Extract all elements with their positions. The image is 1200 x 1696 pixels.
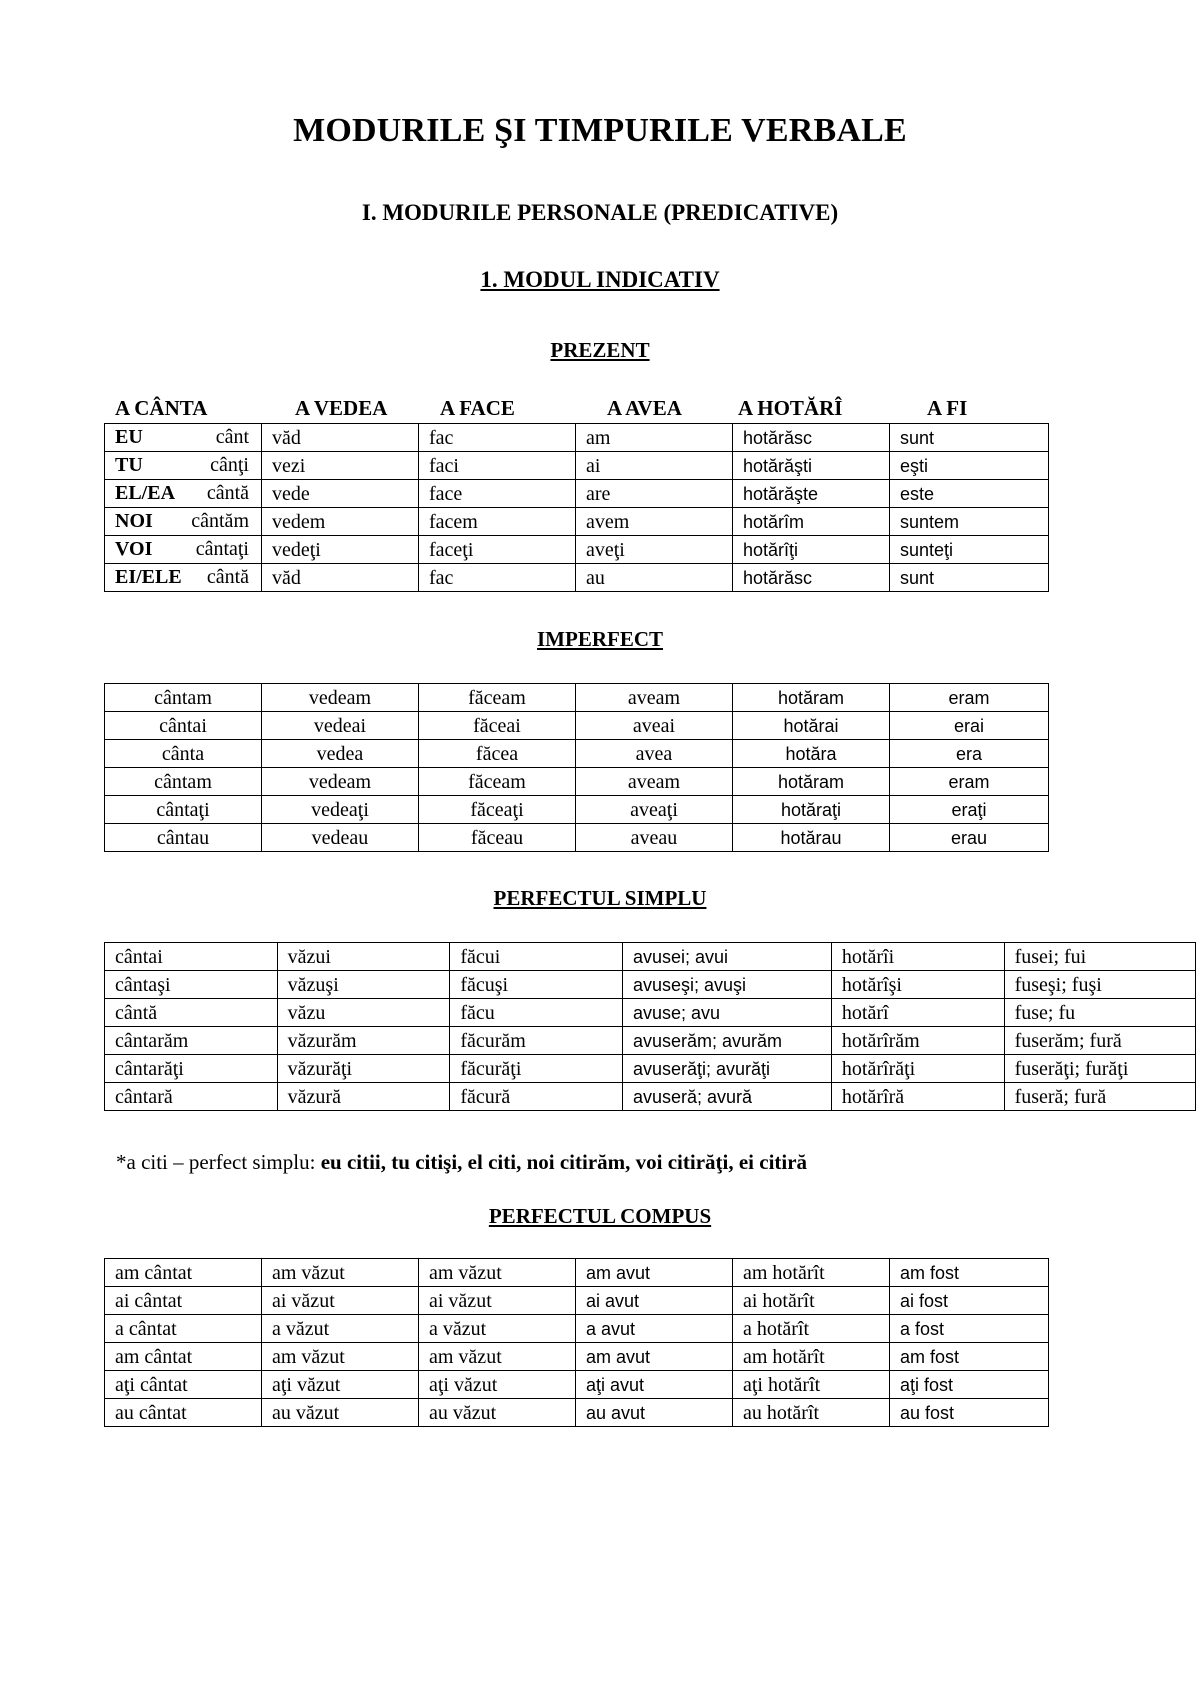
table-cell: eşti (890, 452, 1049, 480)
table-cell: aţi cântat (105, 1371, 262, 1399)
table-cell: au cântat (105, 1399, 262, 1427)
table-cell: erai (890, 712, 1049, 740)
pronoun: TU (115, 454, 143, 476)
table-cell: aţi fost (890, 1371, 1049, 1399)
table-cell: cântam (105, 768, 262, 796)
table-row (105, 796, 1049, 824)
table-cell: văzurăţi (277, 1055, 450, 1083)
table-cell: au fost (890, 1399, 1049, 1427)
pronoun: NOI (115, 510, 153, 532)
pronoun-cell (105, 424, 262, 452)
table-row (105, 536, 1049, 564)
table-cell: făcu (450, 999, 623, 1027)
table-cell: fuserăm; fură (1004, 1027, 1195, 1055)
table-row (105, 824, 1049, 852)
verb-form: cântăm (191, 510, 249, 532)
table-cell: ai fost (890, 1287, 1049, 1315)
table-row (105, 1055, 1196, 1083)
table-cell: cântarăţi (105, 1055, 278, 1083)
verb-header: A FACE (440, 396, 515, 420)
table-perfect-compus (104, 1258, 1049, 1427)
table-cell: sunteţi (890, 536, 1049, 564)
table-cell: aţi hotărît (733, 1371, 890, 1399)
verb-header: A VEDEA (295, 396, 388, 420)
table-row (105, 424, 1049, 452)
table-cell: hotărîră (831, 1083, 1004, 1111)
table-cell: hotărăsc (733, 424, 890, 452)
table-cell: avuserăţi; avurăţi (622, 1055, 831, 1083)
pronoun-cell (105, 564, 262, 592)
table-cell: aţi avut (576, 1371, 733, 1399)
table-cell: aveam (576, 684, 733, 712)
table-cell: a văzut (419, 1315, 576, 1343)
table-cell: a hotărît (733, 1315, 890, 1343)
table-cell: aţi văzut (419, 1371, 576, 1399)
table-row (105, 1027, 1196, 1055)
table-cell: a cântat (105, 1315, 262, 1343)
table-cell: avuseră; avură (622, 1083, 831, 1111)
table-cell: face (419, 480, 576, 508)
table-cell: vedeau (262, 824, 419, 852)
table-cell: cântai (105, 712, 262, 740)
table-cell: făceai (419, 712, 576, 740)
table-cell: are (576, 480, 733, 508)
table-cell: facem (419, 508, 576, 536)
table-row (105, 452, 1049, 480)
table-cell: vezi (262, 452, 419, 480)
table-cell: am avut (576, 1259, 733, 1287)
table-cell: hotăraţi (733, 796, 890, 824)
table-cell: hotărîrăţi (831, 1055, 1004, 1083)
section-title: I. MODURILE PERSONALE (PREDICATIVE) (361, 200, 839, 225)
table-cell: hotărîrăm (831, 1027, 1004, 1055)
table-cell: hotărîm (733, 508, 890, 536)
table-cell: eram (890, 684, 1049, 712)
table-cell: hotărai (733, 712, 890, 740)
table-row (105, 999, 1196, 1027)
table-cell: fuseşi; fuşi (1004, 971, 1195, 999)
table-cell: am cântat (105, 1259, 262, 1287)
table-cell: cântau (105, 824, 262, 852)
mode-title: 1. MODUL INDICATIV (480, 267, 720, 292)
table-cell: aveţi (576, 536, 733, 564)
table-cell: avem (576, 508, 733, 536)
table-cell: ai văzut (419, 1287, 576, 1315)
table-cell: am hotărît (733, 1259, 890, 1287)
table-cell: hotărăşti (733, 452, 890, 480)
table-cell: hotăram (733, 768, 890, 796)
table-cell: vedeţi (262, 536, 419, 564)
table-cell: ai avut (576, 1287, 733, 1315)
table-prezent (104, 423, 1049, 592)
table-cell: cântai (105, 943, 278, 971)
table-row (105, 1371, 1049, 1399)
table-cell: aveai (576, 712, 733, 740)
verb-header: A CÂNTA (115, 396, 208, 420)
table-cell: avuseşi; avuşi (622, 971, 831, 999)
table-cell: este (890, 480, 1049, 508)
pronoun: EU (115, 426, 143, 448)
table-cell: cântă (105, 999, 278, 1027)
table-cell: vede (262, 480, 419, 508)
table-row (105, 971, 1196, 999)
verb-header: A FI (927, 396, 968, 420)
table-row (105, 1399, 1049, 1427)
table-cell: au hotărît (733, 1399, 890, 1427)
table-cell: am văzut (262, 1259, 419, 1287)
table-cell: faci (419, 452, 576, 480)
table-cell: avea (576, 740, 733, 768)
table-cell: aveaţi (576, 796, 733, 824)
table-cell: am (576, 424, 733, 452)
table-cell: avusei; avui (622, 943, 831, 971)
table-cell: am hotărît (733, 1343, 890, 1371)
pronoun-cell (105, 536, 262, 564)
table-cell: au văzut (262, 1399, 419, 1427)
table-cell: eraţi (890, 796, 1049, 824)
table-cell: cântară (105, 1083, 278, 1111)
table-row (105, 480, 1049, 508)
table-cell: vedeai (262, 712, 419, 740)
table-row (105, 564, 1049, 592)
table-row (105, 1343, 1049, 1371)
table-cell: făcuşi (450, 971, 623, 999)
table-cell: am avut (576, 1343, 733, 1371)
heading-perfect-compus: PERFECTUL COMPUS (488, 1204, 712, 1228)
table-cell: cântaşi (105, 971, 278, 999)
table-cell: sunt (890, 424, 1049, 452)
table-cell: hotărăşte (733, 480, 890, 508)
table-cell: văd (262, 424, 419, 452)
table-imperfect (104, 683, 1049, 852)
table-cell: vedea (262, 740, 419, 768)
table-cell: văzu (277, 999, 450, 1027)
table-row (105, 1315, 1049, 1343)
table-cell: hotărîţi (733, 536, 890, 564)
table-cell: aveam (576, 768, 733, 796)
table-cell: era (890, 740, 1049, 768)
table-cell: hotărăsc (733, 564, 890, 592)
table-cell: ai (576, 452, 733, 480)
note-prefix: *a citi – perfect simplu: (116, 1150, 321, 1174)
table-row (105, 1259, 1049, 1287)
table-cell: fusei; fui (1004, 943, 1195, 971)
table-cell: făcurăţi (450, 1055, 623, 1083)
table-cell: făceaţi (419, 796, 576, 824)
table-cell: văzură (277, 1083, 450, 1111)
table-cell: avuserăm; avurăm (622, 1027, 831, 1055)
pronoun-cell (105, 508, 262, 536)
table-cell: cântam (105, 684, 262, 712)
table-cell: făcui (450, 943, 623, 971)
table-cell: vedeam (262, 768, 419, 796)
table-cell: avuse; avu (622, 999, 831, 1027)
verb-form: cântă (206, 566, 249, 588)
heading-perfect-simplu: PERFECTUL SIMPLU (493, 886, 707, 910)
table-cell: văd (262, 564, 419, 592)
pronoun-cell (105, 480, 262, 508)
table-cell: hotărîşi (831, 971, 1004, 999)
pronoun: EI/ELE (115, 566, 182, 588)
table-cell: hotăra (733, 740, 890, 768)
verb-header: A AVEA (607, 396, 682, 420)
table-cell: hotărîi (831, 943, 1004, 971)
table-cell: făcea (419, 740, 576, 768)
table-cell: sunt (890, 564, 1049, 592)
table-row (105, 1287, 1049, 1315)
table-cell: ai hotărît (733, 1287, 890, 1315)
table-cell: ai văzut (262, 1287, 419, 1315)
table-cell: făceau (419, 824, 576, 852)
table-cell: văzurăm (277, 1027, 450, 1055)
table-row (105, 1083, 1196, 1111)
table-cell: eram (890, 768, 1049, 796)
table-cell: făcurăm (450, 1027, 623, 1055)
note-forms: eu citii, tu citişi, el citi, noi citirăm, voi citirăţi, ei citiră (320, 1150, 808, 1174)
table-row (105, 740, 1049, 768)
table-row (105, 684, 1049, 712)
table-cell: văzui (277, 943, 450, 971)
verb-form: cântă (206, 482, 249, 504)
table-cell: văzuşi (277, 971, 450, 999)
table-cell: a văzut (262, 1315, 419, 1343)
table-row (105, 768, 1049, 796)
verb-form: cânt (215, 426, 249, 448)
table-cell: suntem (890, 508, 1049, 536)
table-cell: au văzut (419, 1399, 576, 1427)
table-cell: fac (419, 424, 576, 452)
table-cell: au (576, 564, 733, 592)
table-cell: am fost (890, 1259, 1049, 1287)
pronoun-cell (105, 452, 262, 480)
table-cell: fuseră; fură (1004, 1083, 1195, 1111)
table-cell: vedem (262, 508, 419, 536)
verb-form: cântaţi (195, 538, 249, 560)
table-cell: faceţi (419, 536, 576, 564)
table-cell: fuserăţi; furăţi (1004, 1055, 1195, 1083)
verb-headers (115, 396, 1065, 422)
table-cell: am cântat (105, 1343, 262, 1371)
heading-imperfect: IMPERFECT (537, 627, 663, 651)
table-row (105, 508, 1049, 536)
note-a-citi (116, 1150, 807, 1175)
table-cell: cânta (105, 740, 262, 768)
table-cell: aveau (576, 824, 733, 852)
table-cell: ai cântat (105, 1287, 262, 1315)
table-cell: am văzut (419, 1343, 576, 1371)
table-cell: hotăram (733, 684, 890, 712)
pronoun: VOI (115, 538, 153, 560)
table-cell: au avut (576, 1399, 733, 1427)
table-cell: vedeam (262, 684, 419, 712)
table-cell: cântaţi (105, 796, 262, 824)
table-cell: făcură (450, 1083, 623, 1111)
table-row (105, 712, 1049, 740)
table-cell: a avut (576, 1315, 733, 1343)
table-cell: vedeaţi (262, 796, 419, 824)
table-cell: am văzut (262, 1343, 419, 1371)
table-cell: fuse; fu (1004, 999, 1195, 1027)
table-perfect-simplu (104, 942, 1196, 1111)
table-cell: hotărî (831, 999, 1004, 1027)
pronoun: EL/EA (115, 482, 176, 504)
table-cell: făceam (419, 684, 576, 712)
table-cell: erau (890, 824, 1049, 852)
table-cell: fac (419, 564, 576, 592)
table-cell: a fost (890, 1315, 1049, 1343)
document-title: MODURILE ŞI TIMPURILE VERBALE (293, 112, 907, 149)
verb-form: cânţi (210, 454, 249, 476)
table-cell: am văzut (419, 1259, 576, 1287)
table-cell: cântarăm (105, 1027, 278, 1055)
verb-header: A HOTĂRÎ (738, 396, 843, 420)
table-cell: am fost (890, 1343, 1049, 1371)
table-row (105, 943, 1196, 971)
table-cell: hotărau (733, 824, 890, 852)
heading-prezent: PREZENT (550, 338, 650, 362)
table-cell: făceam (419, 768, 576, 796)
table-cell: aţi văzut (262, 1371, 419, 1399)
